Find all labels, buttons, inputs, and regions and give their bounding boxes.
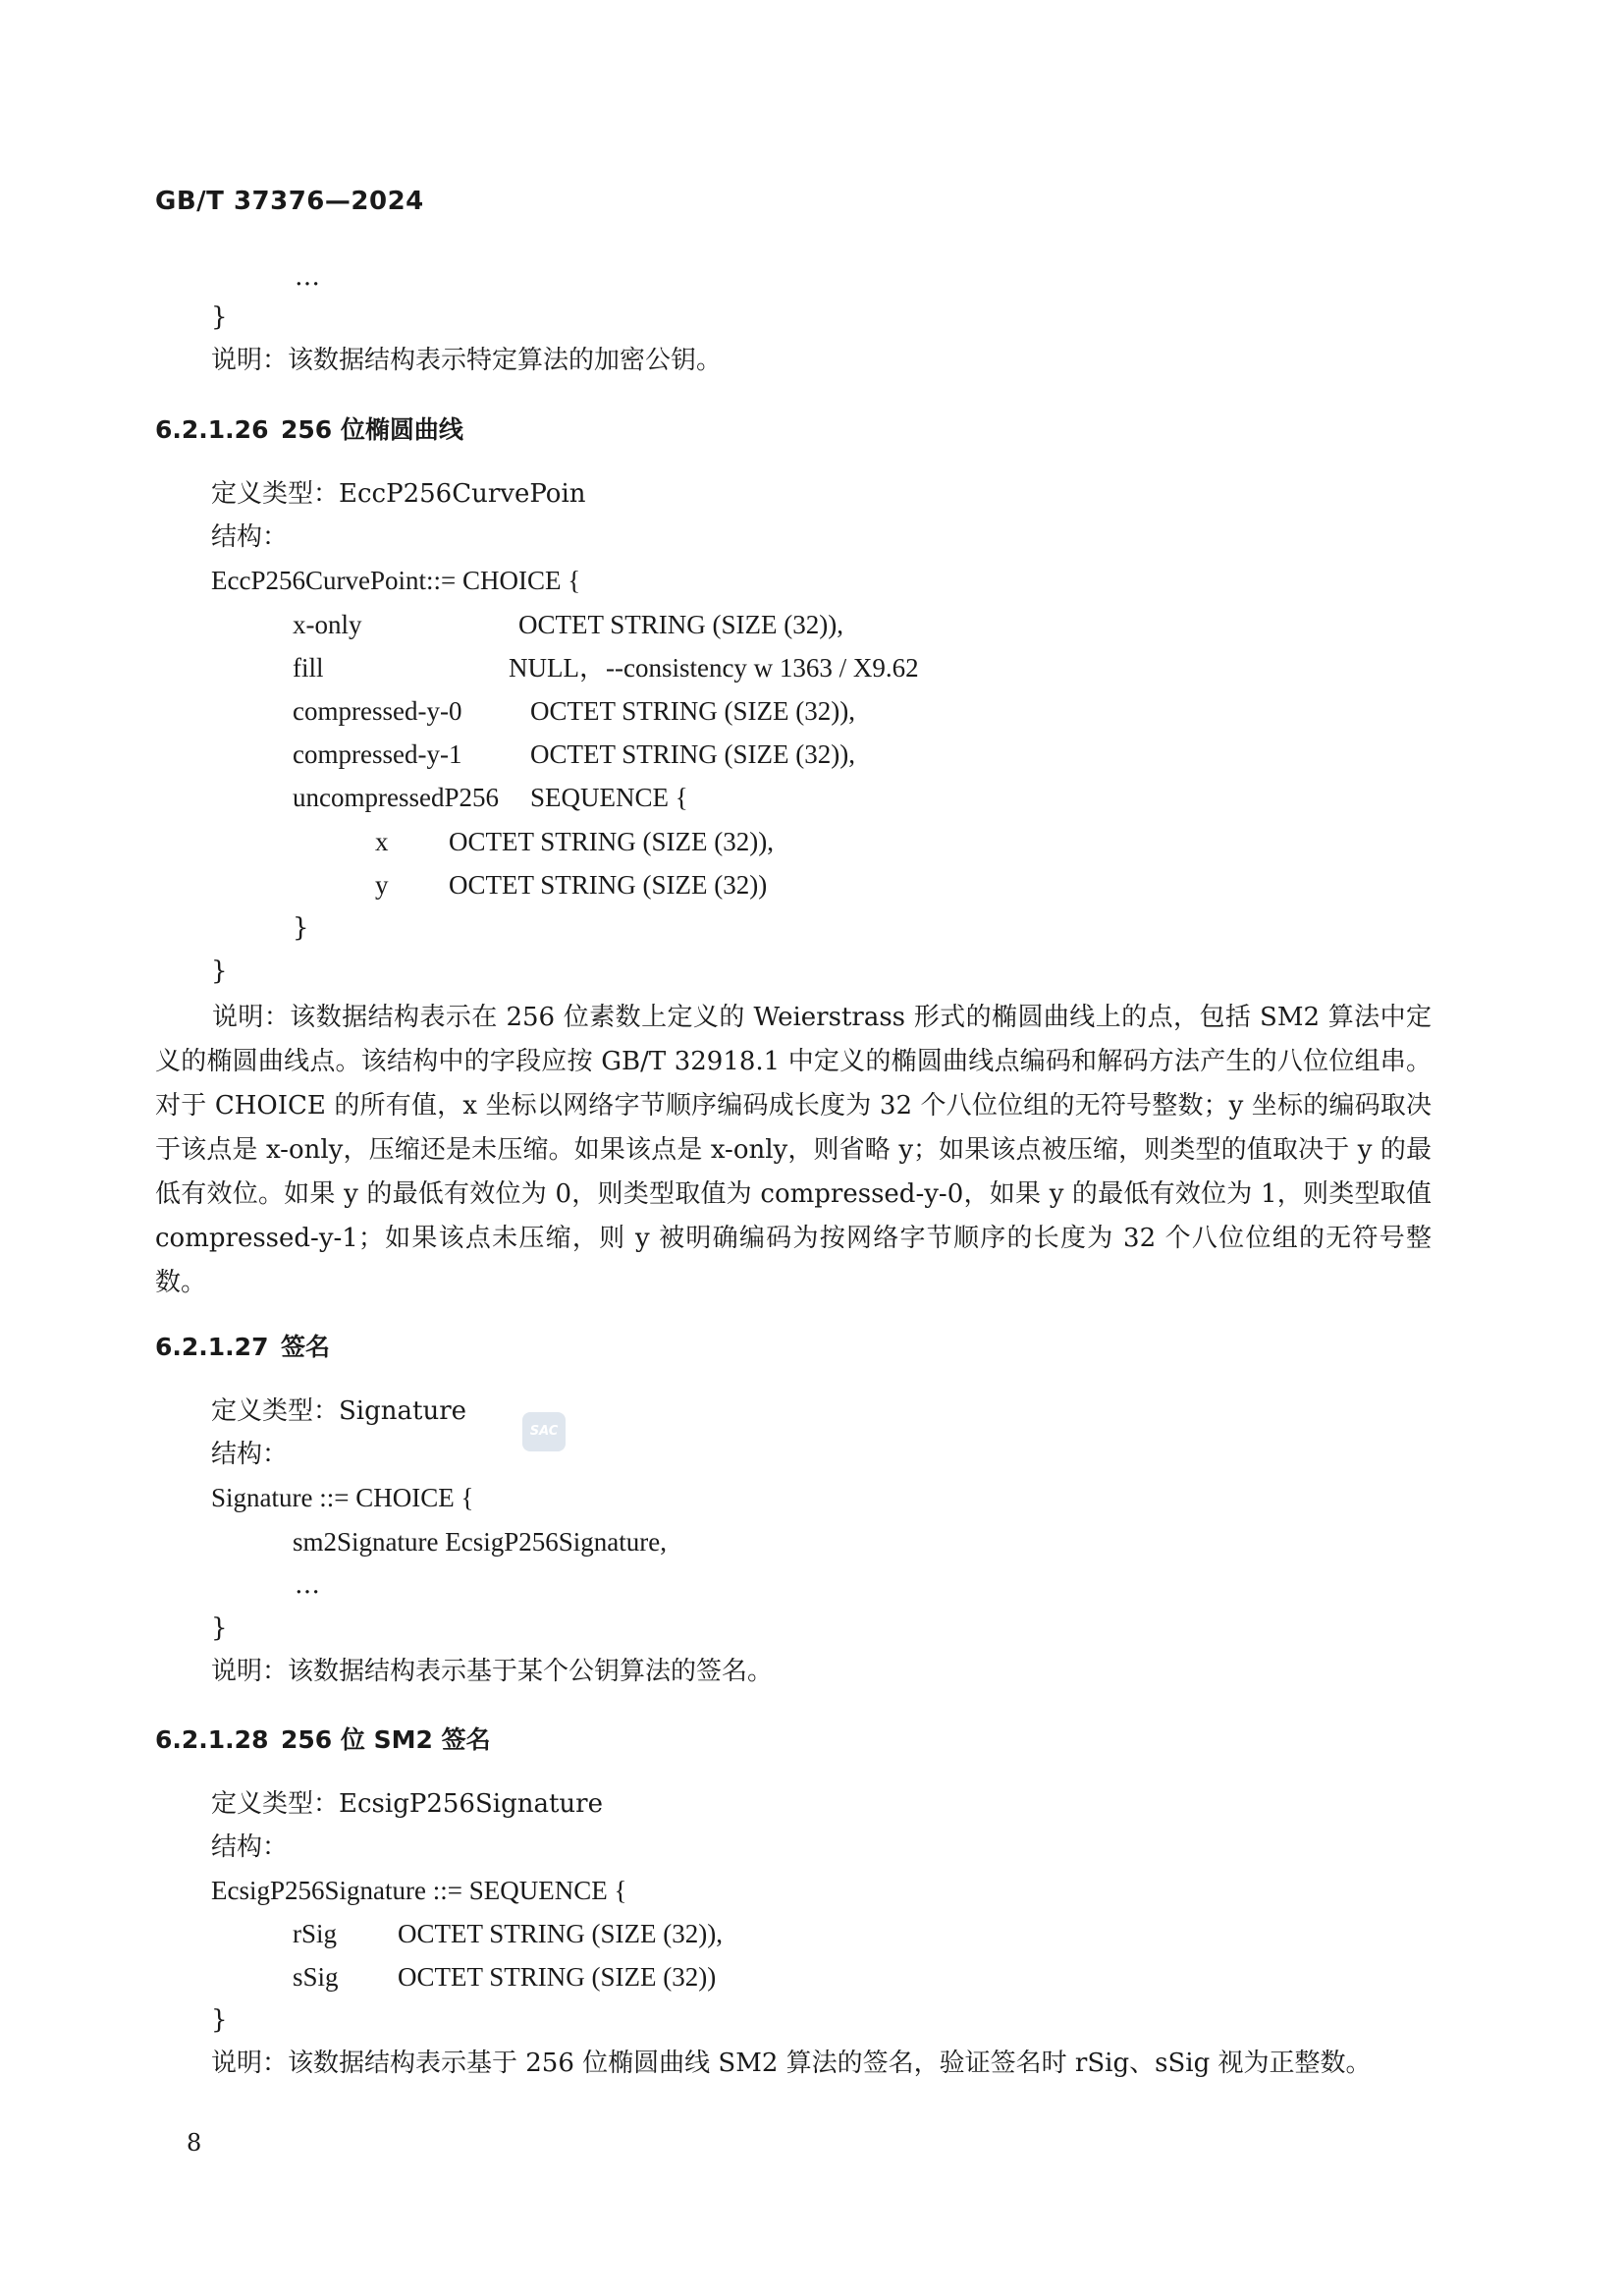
s26-decl: EccP256CurvePoint::= CHOICE { — [211, 566, 581, 595]
s27-field: sm2Signature EcsigP256Signature, — [293, 1527, 667, 1557]
s26-note: 说明：该数据结构表示在 256 位素数上定义的 Weierstrass 形式的椭圆曲线上的点，包括 SM2 算法中定义的椭圆曲线点。该结构中的字段应按 GB/T 32918.1 中定义的椭圆曲线点编码和解码方法产生的八位位组串。对于 CHOICE 的所有值，x 坐标以网络字节顺序编码成长度为 32 个八位位组的无符号整数；y 坐标的编码取决于该点是 x-only，压缩还是未压缩。如果该点是 x-only，则省略 y；如果该点被压缩，则类型的值取决于 y 的最低有效位。如果 y 的最低有效位为 0，则类型取值为 compressed-y-0，如果 y 的最低有效位为 1，则类型取值 compressed-y-1；如果该点未压缩，则 y 被明确编码为按网络字节顺序的长度为 32 个八位位组的无符号整数。 — [155, 1003, 1432, 1297]
s28-decl: EcsigP256Signature ::= SEQUENCE { — [211, 1876, 627, 1905]
s26-def-type: 定义类型：EccP256CurvePoin — [211, 479, 586, 509]
s26-field-name: fill — [293, 653, 324, 683]
s26-field-type: OCTET STRING (SIZE (32)), — [530, 739, 855, 769]
s26-field-type: NULL，--consistency w 1363 / X9.62 — [509, 653, 919, 683]
standard-number-header: GB/T 37376—2024 — [155, 187, 424, 216]
page-number: 8 — [187, 2129, 202, 2157]
s26-field-type: SEQUENCE { — [530, 783, 688, 812]
sac-watermark-logo: SAC — [522, 1412, 566, 1451]
s26-subfield-type: OCTET STRING (SIZE (32)) — [449, 870, 768, 900]
s28-close: } — [211, 2005, 228, 2035]
s27-close: } — [211, 1613, 228, 1643]
s26-field-type: OCTET STRING (SIZE (32)), — [518, 610, 843, 639]
section-number: 6.2.1.26 — [155, 415, 269, 444]
s26-field-name: compressed-y-1 — [293, 739, 462, 769]
intro-note: 说明：该数据结构表示特定算法的加密公钥。 — [211, 346, 723, 375]
s28-field-type: OCTET STRING (SIZE (32)) — [398, 1962, 717, 1992]
s27-struct-label: 结构： — [211, 1440, 289, 1469]
section-heading-6-2-1-27 — [155, 1328, 330, 1363]
s28-field-name: sSig — [293, 1962, 339, 1992]
s26-field-name: uncompressedP256 — [293, 783, 499, 812]
section-number: 6.2.1.27 — [155, 1333, 269, 1361]
s28-note: 说明：该数据结构表示基于 256 位椭圆曲线 SM2 算法的签名，验证签名时 rSig、sSig 视为正整数。 — [211, 2049, 1372, 2078]
section-title: 256 位椭圆曲线 — [281, 415, 463, 444]
s26-field-type: OCTET STRING (SIZE (32)), — [530, 696, 855, 726]
section-heading-6-2-1-26 — [155, 410, 463, 446]
s27-note: 说明：该数据结构表示基于某个公钥算法的签名。 — [211, 1657, 774, 1686]
intro-ellipsis: … — [295, 262, 320, 292]
s26-subfield-type: OCTET STRING (SIZE (32)), — [449, 827, 774, 856]
section-title: 256 位 SM2 签名 — [281, 1725, 491, 1754]
section-title: 签名 — [281, 1333, 331, 1361]
intro-close-brace: } — [211, 302, 228, 332]
s26-close: } — [211, 957, 228, 986]
section-heading-6-2-1-28 — [155, 1721, 491, 1756]
s28-field-name: rSig — [293, 1919, 338, 1948]
s27-ellipsis: … — [295, 1570, 320, 1600]
s28-field-type: OCTET STRING (SIZE (32)), — [398, 1919, 723, 1948]
s26-subfield-name: x — [375, 827, 389, 856]
s26-inner-close: } — [293, 913, 309, 943]
s28-def-type: 定义类型：EcsigP256Signature — [211, 1789, 603, 1819]
s27-decl: Signature ::= CHOICE { — [211, 1483, 474, 1512]
s26-field-name: x-only — [293, 610, 362, 639]
section-number: 6.2.1.28 — [155, 1725, 269, 1754]
s26-subfield-name: y — [375, 870, 389, 900]
s26-field-name: compressed-y-0 — [293, 696, 462, 726]
s27-def-type: 定义类型：Signature — [211, 1396, 467, 1426]
s28-struct-label: 结构： — [211, 1832, 289, 1862]
s26-struct-label: 结构： — [211, 522, 289, 552]
